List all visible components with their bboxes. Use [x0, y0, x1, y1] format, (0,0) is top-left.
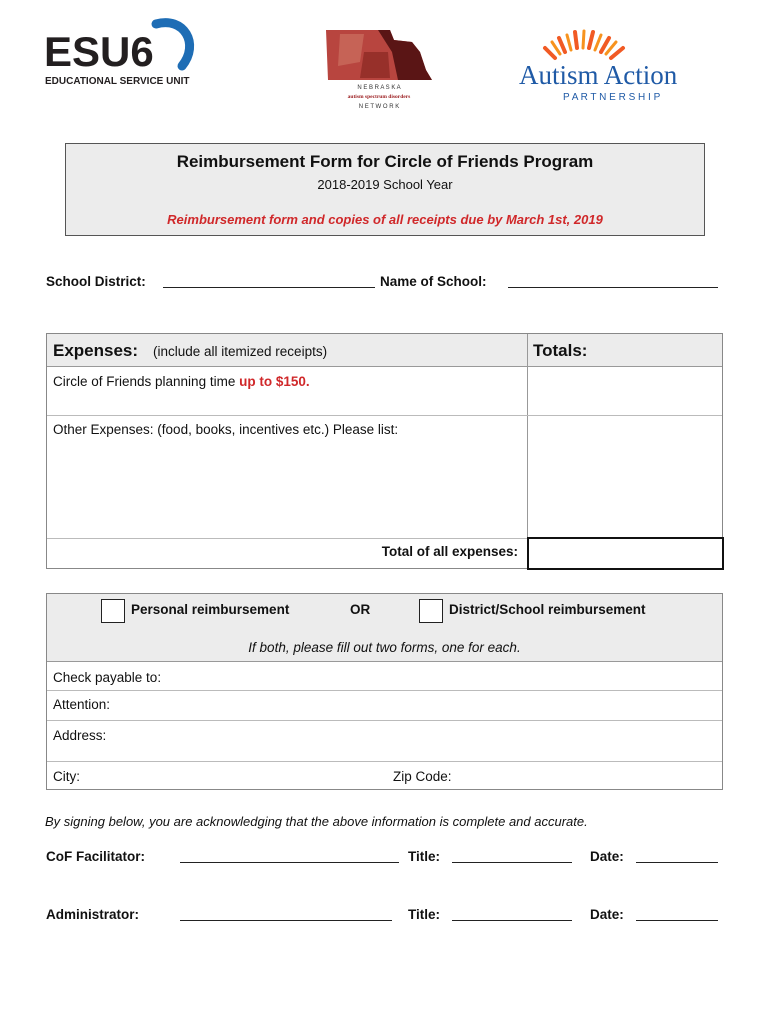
planning-time-label: Circle of Friends planning time: [53, 374, 236, 389]
due-date-notice: Reimbursement form and copies of all receipts due by March 1st, 2019: [167, 212, 603, 227]
nebraska-middle-text: autism spectrum disorders: [347, 94, 411, 100]
personal-reimbursement-checkbox[interactable]: [101, 599, 125, 623]
zip-code-label: Zip Code:: [393, 769, 452, 784]
nebraska-top-text: N E B R A S K A: [357, 85, 401, 91]
autism-action-wordmark: Autism Action: [519, 60, 678, 90]
facilitator-date-label: Date:: [590, 849, 624, 864]
city-label: City:: [53, 769, 80, 784]
reimbursement-section: [46, 593, 723, 790]
city-field[interactable]: [89, 763, 389, 789]
zip-code-field[interactable]: [463, 763, 717, 789]
reimbursement-type-row: [47, 594, 722, 662]
expenses-header-row: [47, 334, 722, 367]
esu6-logo: [44, 14, 198, 92]
school-name-field[interactable]: [508, 287, 718, 288]
district-reimbursement-checkbox[interactable]: [419, 599, 443, 623]
administrator-title-field[interactable]: [452, 920, 572, 921]
row-divider: [47, 720, 722, 721]
personal-reimbursement-label: Personal reimbursement: [131, 602, 290, 617]
other-expenses-label: Other Expenses: (food, books, incentives etc.) Please list:: [53, 422, 399, 437]
nebraska-bottom-text: N E T W O R K: [358, 104, 400, 110]
facilitator-label: CoF Facilitator:: [46, 849, 146, 864]
facilitator-title-label: Title:: [408, 849, 441, 864]
attention-label: Attention:: [53, 697, 111, 712]
autism-action-subtitle: P A R T N E R S H I P: [563, 92, 661, 103]
facilitator-signature-field[interactable]: [180, 862, 399, 863]
facilitator-date-field[interactable]: [636, 862, 718, 863]
address-label: Address:: [53, 728, 107, 743]
acknowledgement-text: By signing below, you are acknowledging that the above information is complete and accurate.: [45, 814, 588, 829]
form-header: [65, 143, 705, 236]
other-expenses-total-field[interactable]: [528, 416, 723, 536]
expenses-heading-note: (include all itemized receipts): [153, 344, 328, 359]
school-district-label: School District:: [46, 274, 146, 289]
administrator-date-field[interactable]: [636, 920, 718, 921]
or-label: OR: [350, 602, 371, 617]
administrator-title-label: Title:: [408, 907, 441, 922]
planning-time-limit: up to $150.: [239, 374, 310, 389]
expenses-heading: Expenses:: [53, 341, 139, 360]
row-divider: [47, 761, 722, 762]
administrator-date-label: Date:: [590, 907, 624, 922]
esu6-wordmark: ESU6: [44, 28, 154, 75]
esu6-subtitle: EDUCATIONAL SERVICE UNIT: [45, 76, 190, 87]
totals-heading: Totals:: [533, 341, 588, 360]
expenses-table: [46, 333, 723, 569]
attention-field[interactable]: [121, 692, 717, 719]
administrator-signature-field[interactable]: [180, 920, 392, 921]
school-year: 2018-2019 School Year: [317, 177, 453, 192]
form-title: Reimbursement Form for Circle of Friends Program: [176, 152, 594, 171]
planning-time-total-field[interactable]: [528, 368, 723, 414]
administrator-label: Administrator:: [46, 907, 140, 922]
school-district-field[interactable]: [163, 287, 375, 288]
district-reimbursement-label: District/School reimbursement: [449, 602, 646, 617]
autism-action-logo: [515, 24, 710, 104]
check-payable-field[interactable]: [177, 664, 717, 690]
total-expenses-field[interactable]: [527, 537, 724, 570]
planning-time-row: [53, 374, 310, 389]
check-payable-label: Check payable to:: [53, 670, 162, 685]
school-name-label: Name of School:: [380, 274, 487, 289]
total-expenses-label: Total of all expenses:: [381, 544, 518, 559]
row-divider: [47, 690, 722, 691]
address-field[interactable]: [117, 722, 717, 760]
both-forms-note: If both, please fill out two forms, one for each.: [248, 640, 521, 655]
facilitator-title-field[interactable]: [452, 862, 572, 863]
other-expenses-field[interactable]: [47, 444, 526, 536]
nebraska-asd-logo: [320, 22, 438, 112]
